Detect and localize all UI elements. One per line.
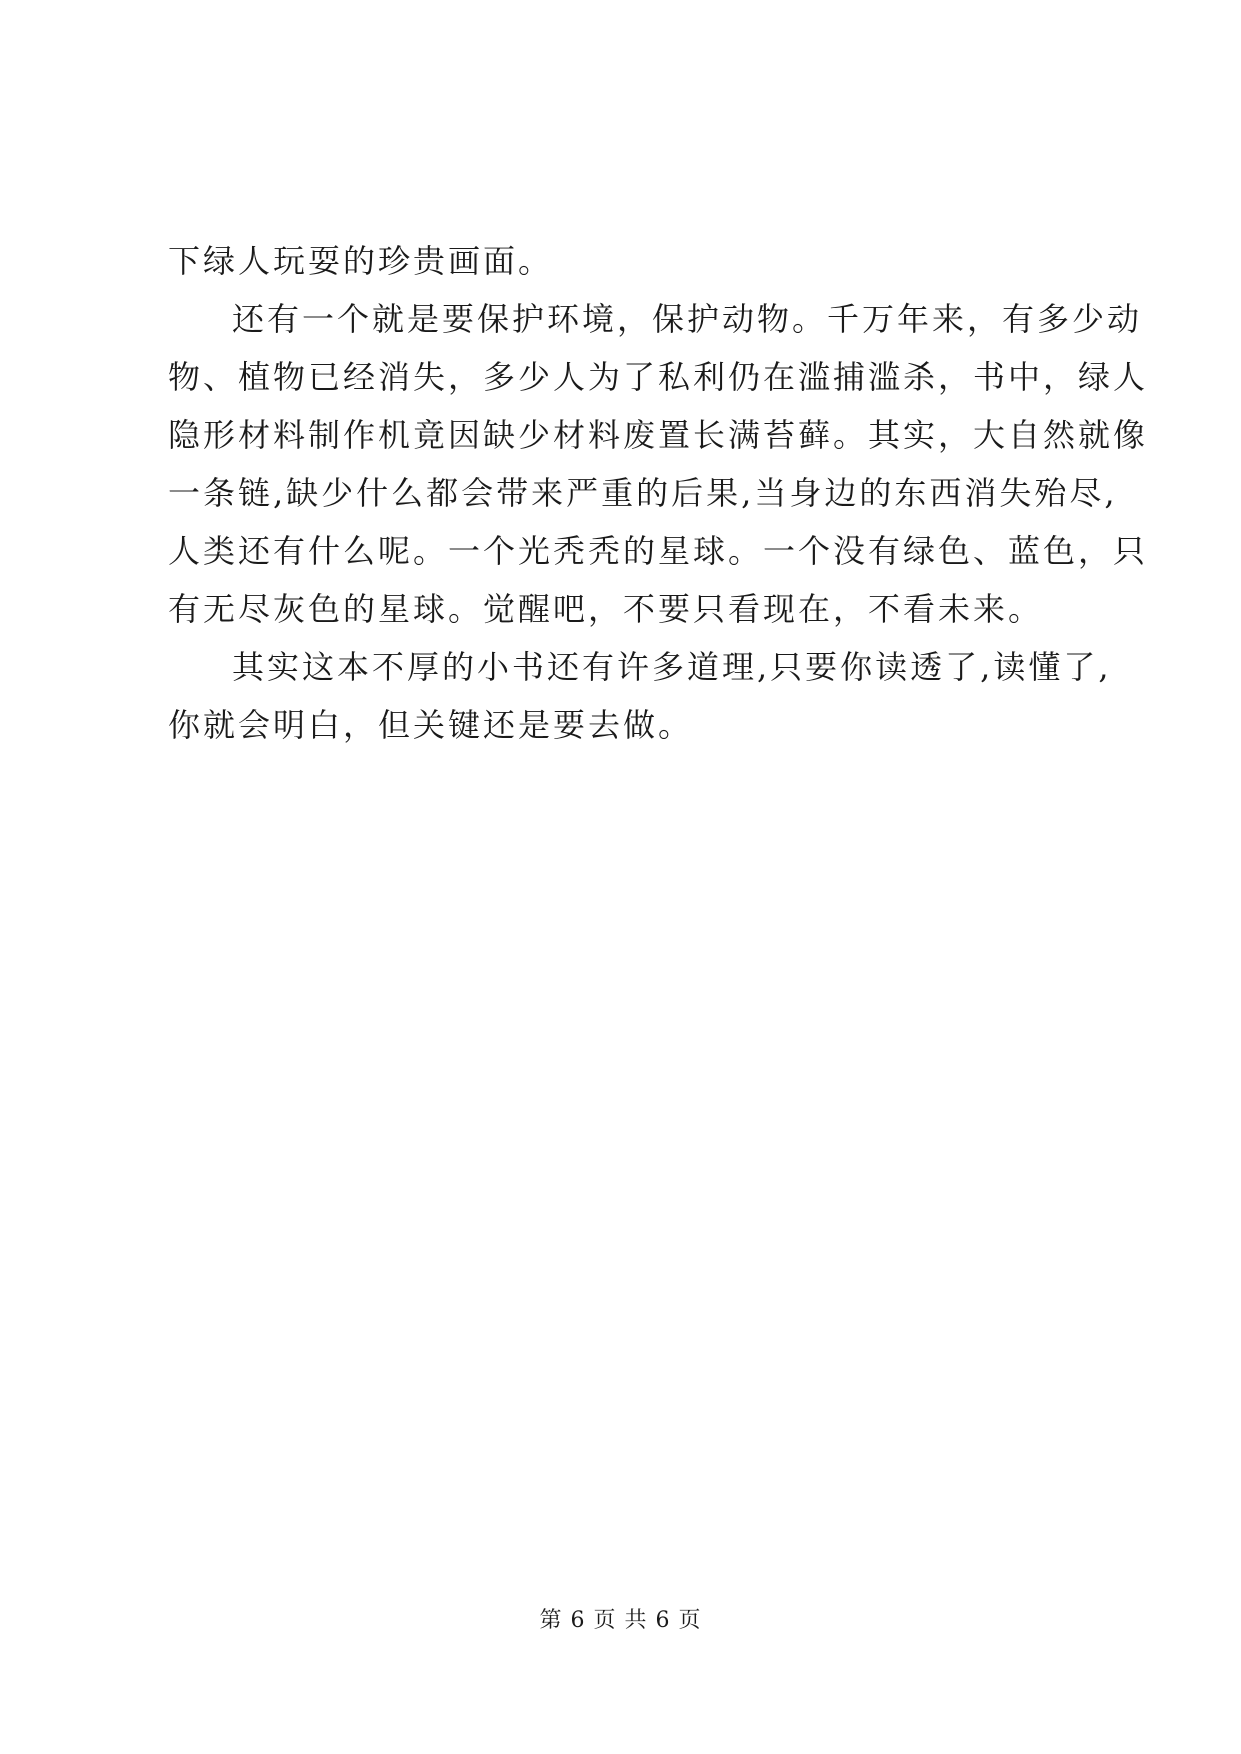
- document-body: [168, 232, 1149, 754]
- text-line: 隐形材料制作机竟因缺少材料废置长满苔藓。其实，大自然就像: [168, 416, 1149, 454]
- text-line: 你就会明白，但关键还是要去做。: [168, 706, 694, 744]
- text-line: 有无尽灰色的星球。觉醒吧，不要只看现在，不看未来。: [168, 590, 1044, 628]
- text-line: 下绿人玩耍的珍贵画面。: [168, 242, 554, 280]
- text-line: 人类还有什么呢。一个光秃秃的星球。一个没有绿色、蓝色，只: [168, 532, 1149, 570]
- text-line: 物、植物已经消失，多少人为了私利仍在滥捕滥杀，书中，绿人: [168, 358, 1149, 396]
- page-number-footer: 第 6 页 共 6 页: [539, 1608, 702, 1633]
- text-line: 一条链,缺少什么都会带来严重的后果,当身边的东西消失殆尽,: [168, 474, 1118, 512]
- text-line: 还有一个就是要保护环境，保护动物。千万年来，有多少动: [232, 300, 1143, 338]
- text-line: 其实这本不厚的小书还有许多道理,只要你读透了,读懂了,: [232, 648, 1112, 686]
